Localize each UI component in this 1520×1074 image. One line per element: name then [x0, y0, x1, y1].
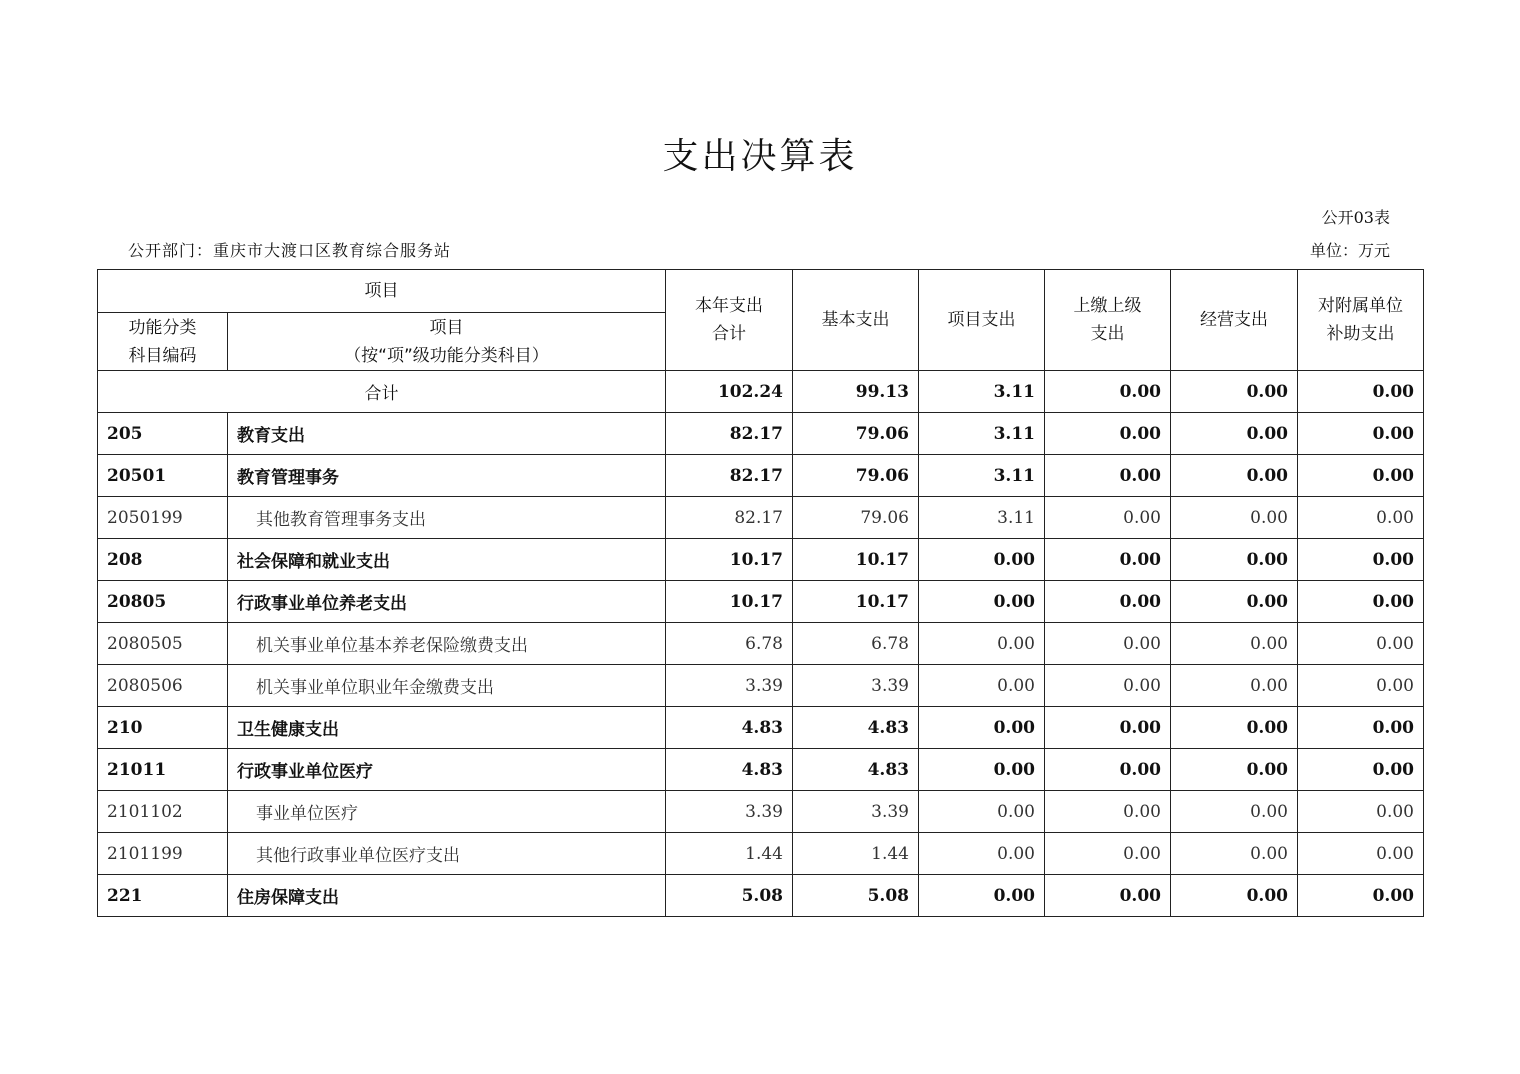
- row-code: 208: [98, 539, 228, 581]
- header-code-line1: 功能分类: [128, 317, 197, 338]
- row-upper: 0.00: [1045, 875, 1171, 917]
- row-basic: 3.39: [793, 791, 919, 833]
- header-upper-line1: 上缴上级: [1073, 296, 1142, 316]
- row-code: 2050199: [98, 497, 228, 539]
- row-name: 机关事业单位基本养老保险缴费支出: [228, 623, 666, 665]
- row-name: 住房保障支出: [228, 875, 666, 917]
- row-subsidy: 0.00: [1298, 497, 1424, 539]
- unit-label: 单位：万元: [1309, 241, 1390, 260]
- total-upper: 0.00: [1045, 371, 1171, 413]
- row-basic: 79.06: [793, 413, 919, 455]
- row-project: 0.00: [919, 833, 1045, 875]
- row-upper: 0.00: [1045, 539, 1171, 581]
- total-project: 3.11: [919, 371, 1045, 413]
- row-name: 教育支出: [228, 413, 666, 455]
- row-subsidy: 0.00: [1298, 791, 1424, 833]
- row-basic: 6.78: [793, 623, 919, 665]
- row-project: 0.00: [919, 539, 1045, 581]
- row-project: 3.11: [919, 413, 1045, 455]
- row-business: 0.00: [1171, 665, 1298, 707]
- header-code-line2: 科目编码: [128, 345, 197, 366]
- header-subsidy-line2: 补助支出: [1326, 324, 1395, 344]
- total-label: 合计: [98, 371, 666, 413]
- row-total: 10.17: [666, 581, 793, 623]
- row-total: 82.17: [666, 413, 793, 455]
- table-row: [98, 833, 1424, 875]
- row-code: 210: [98, 707, 228, 749]
- table-row: [98, 455, 1424, 497]
- row-project: 3.11: [919, 497, 1045, 539]
- row-project: 0.00: [919, 749, 1045, 791]
- row-business: 0.00: [1171, 581, 1298, 623]
- row-basic: 10.17: [793, 581, 919, 623]
- table-row: [98, 665, 1424, 707]
- row-total: 82.17: [666, 497, 793, 539]
- table-row: [98, 413, 1424, 455]
- row-upper: 0.00: [1045, 497, 1171, 539]
- row-basic: 79.06: [793, 497, 919, 539]
- row-code: 21011: [98, 749, 228, 791]
- row-project: 0.00: [919, 623, 1045, 665]
- row-name: 事业单位医疗: [228, 791, 666, 833]
- header-item-line2: （按“项”级功能分类科目）: [344, 345, 549, 366]
- row-code: 2080506: [98, 665, 228, 707]
- header-basic: 基本支出: [793, 270, 919, 371]
- table-row: [98, 749, 1424, 791]
- row-total: 4.83: [666, 707, 793, 749]
- row-name: 教育管理事务: [228, 455, 666, 497]
- header-subsidy: [1298, 270, 1424, 371]
- row-subsidy: 0.00: [1298, 665, 1424, 707]
- row-total: 5.08: [666, 875, 793, 917]
- row-subsidy: 0.00: [1298, 581, 1424, 623]
- table-row: [98, 875, 1424, 917]
- table-code: 公开03表: [1321, 208, 1390, 227]
- row-upper: 0.00: [1045, 413, 1171, 455]
- table-row: [98, 581, 1424, 623]
- row-name: 卫生健康支出: [228, 707, 666, 749]
- row-project: 0.00: [919, 875, 1045, 917]
- row-project: 0.00: [919, 581, 1045, 623]
- row-upper: 0.00: [1045, 665, 1171, 707]
- row-name: 社会保障和就业支出: [228, 539, 666, 581]
- row-business: 0.00: [1171, 707, 1298, 749]
- row-project: 0.00: [919, 791, 1045, 833]
- row-subsidy: 0.00: [1298, 833, 1424, 875]
- row-name: 其他教育管理事务支出: [228, 497, 666, 539]
- table-row: [98, 539, 1424, 581]
- row-business: 0.00: [1171, 875, 1298, 917]
- row-upper: 0.00: [1045, 623, 1171, 665]
- row-upper: 0.00: [1045, 581, 1171, 623]
- row-code: 221: [98, 875, 228, 917]
- row-subsidy: 0.00: [1298, 749, 1424, 791]
- row-subsidy: 0.00: [1298, 707, 1424, 749]
- row-basic: 4.83: [793, 707, 919, 749]
- total-subsidy: 0.00: [1298, 371, 1424, 413]
- row-business: 0.00: [1171, 623, 1298, 665]
- row-basic: 3.39: [793, 665, 919, 707]
- table-row: [98, 707, 1424, 749]
- row-code: 2080505: [98, 623, 228, 665]
- row-subsidy: 0.00: [1298, 539, 1424, 581]
- row-basic: 4.83: [793, 749, 919, 791]
- row-name: 机关事业单位职业年金缴费支出: [228, 665, 666, 707]
- row-name: 其他行政事业单位医疗支出: [228, 833, 666, 875]
- row-business: 0.00: [1171, 539, 1298, 581]
- header-total-line1: 本年支出: [695, 296, 763, 316]
- row-business: 0.00: [1171, 791, 1298, 833]
- row-project: 3.11: [919, 455, 1045, 497]
- row-business: 0.00: [1171, 413, 1298, 455]
- header-item-line1: 项目: [429, 317, 464, 338]
- header-business: 经营支出: [1171, 270, 1298, 371]
- total-row: [98, 371, 1424, 413]
- total-business: 0.00: [1171, 371, 1298, 413]
- row-business: 0.00: [1171, 455, 1298, 497]
- header-item: [228, 313, 666, 371]
- row-basic: 5.08: [793, 875, 919, 917]
- row-code: 20501: [98, 455, 228, 497]
- row-total: 6.78: [666, 623, 793, 665]
- row-code: 2101102: [98, 791, 228, 833]
- row-subsidy: 0.00: [1298, 875, 1424, 917]
- row-business: 0.00: [1171, 833, 1298, 875]
- row-subsidy: 0.00: [1298, 455, 1424, 497]
- header-upper-line2: 支出: [1090, 324, 1125, 344]
- row-subsidy: 0.00: [1298, 413, 1424, 455]
- row-project: 0.00: [919, 707, 1045, 749]
- total-total: 102.24: [666, 371, 793, 413]
- table-row: [98, 791, 1424, 833]
- row-upper: 0.00: [1045, 791, 1171, 833]
- row-code: 20805: [98, 581, 228, 623]
- row-total: 1.44: [666, 833, 793, 875]
- row-name: 行政事业单位养老支出: [228, 581, 666, 623]
- row-basic: 10.17: [793, 539, 919, 581]
- row-total: 10.17: [666, 539, 793, 581]
- row-business: 0.00: [1171, 749, 1298, 791]
- row-project: 0.00: [919, 665, 1045, 707]
- row-basic: 1.44: [793, 833, 919, 875]
- row-business: 0.00: [1171, 497, 1298, 539]
- row-code: 205: [98, 413, 228, 455]
- page-title: 支出决算表: [662, 136, 858, 177]
- row-total: 82.17: [666, 455, 793, 497]
- row-total: 3.39: [666, 791, 793, 833]
- header-subsidy-line1: 对附属单位: [1318, 296, 1403, 316]
- row-basic: 79.06: [793, 455, 919, 497]
- header-total-line2: 合计: [712, 324, 746, 344]
- header-code: [98, 313, 228, 371]
- expenditure-table: [97, 269, 1424, 917]
- row-total: 4.83: [666, 749, 793, 791]
- header-item-group: 项目: [98, 270, 666, 313]
- department-label: 公开部门：重庆市大渡口区教育综合服务站: [128, 241, 452, 260]
- row-name: 行政事业单位医疗: [228, 749, 666, 791]
- table-row: [98, 497, 1424, 539]
- row-subsidy: 0.00: [1298, 623, 1424, 665]
- row-upper: 0.00: [1045, 749, 1171, 791]
- header-total: [666, 270, 793, 371]
- header-upper: [1045, 270, 1171, 371]
- row-code: 2101199: [98, 833, 228, 875]
- table-row: [98, 623, 1424, 665]
- total-basic: 99.13: [793, 371, 919, 413]
- row-upper: 0.00: [1045, 455, 1171, 497]
- header-project: 项目支出: [919, 270, 1045, 371]
- row-total: 3.39: [666, 665, 793, 707]
- row-upper: 0.00: [1045, 707, 1171, 749]
- row-upper: 0.00: [1045, 833, 1171, 875]
